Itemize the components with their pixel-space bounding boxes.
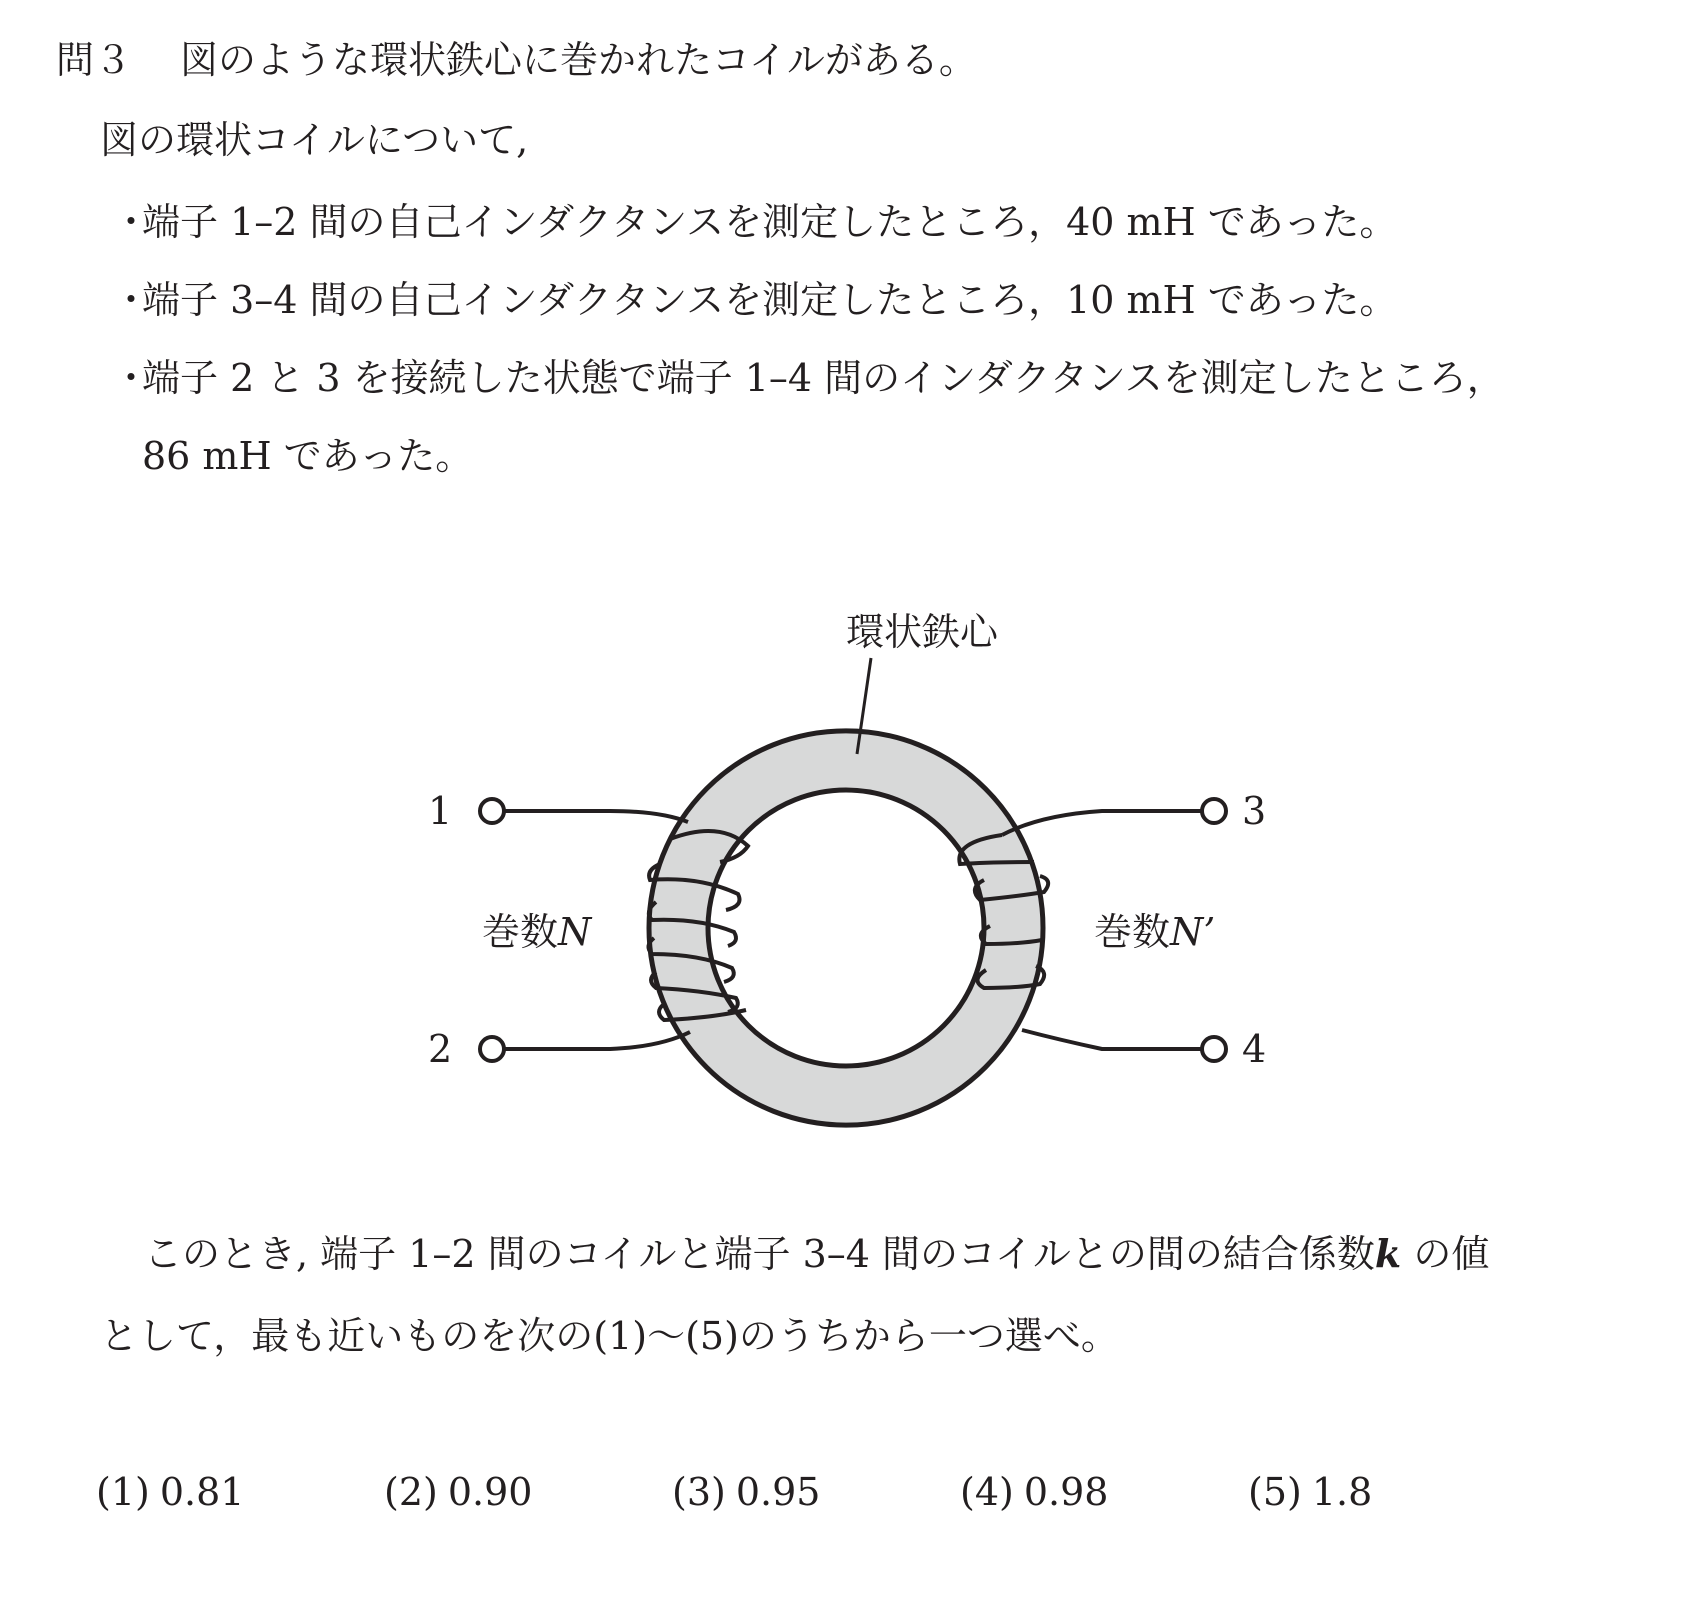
turns-left-prefix: 巻数 [482,910,559,954]
choice-value: 1.8 [1311,1470,1373,1514]
choice-number: (3) [672,1470,726,1514]
bullet-continuation: 86 mH であった。 [142,434,474,478]
choice-2[interactable] [384,1470,532,1514]
terminal-1-label: 1 [428,789,453,833]
lead-wire-3 [1002,811,1202,835]
bullet-mark: ・ [112,200,151,244]
question-intro: 図の環状コイルについて, [100,118,529,162]
prompt-text-b: の値 [1401,1232,1490,1276]
turns-right-label [1094,910,1215,954]
turns-right-prefix: 巻数 [1094,910,1171,954]
bullet-text: 端子 3–4 間の自己インダクタンスを測定したところ，10 mH であった。 [142,278,1398,322]
choice-value: 0.81 [159,1470,245,1514]
terminal-2-label: 2 [428,1027,453,1071]
prompt-line-1 [144,1232,1489,1276]
core-label: 環状鉄心 [846,610,999,654]
lead-wire-2 [504,1032,690,1049]
choice-4[interactable] [960,1470,1108,1514]
choice-value: 0.90 [447,1470,533,1514]
lead-wire-1 [504,811,688,822]
terminal-3-label: 3 [1242,789,1267,833]
question-number: 問３ [56,38,133,82]
choice-number: (5) [1248,1470,1302,1514]
turns-left-var: N [558,910,592,954]
choice-number: (1) [96,1470,150,1514]
bullet-text: 端子 1–2 間の自己インダクタンスを測定したところ，40 mH であった。 [142,200,1398,244]
bullet-text: 端子 2 と 3 を接続した状態で端子 1–4 間のインダクタンスを測定したところ， [142,356,1505,400]
terminal-3-circle [1202,799,1226,823]
terminal-4-circle [1202,1037,1226,1061]
turns-left-label [482,910,593,954]
prompt-text-a: このとき, 端子 1–2 間のコイルと端子 3–4 間のコイルとの間の結合係数 [144,1232,1375,1276]
lead-wire-4 [1022,1030,1202,1049]
turns-right-var: N’ [1170,910,1216,954]
choice-number: (2) [384,1470,438,1514]
choice-3[interactable] [672,1470,820,1514]
question-stem: 図のような環状鉄心に巻かれたコイルがある。 [180,38,977,82]
choice-5[interactable] [1248,1470,1372,1514]
bullet-mark: ・ [112,356,151,400]
terminal-2-circle [480,1037,504,1061]
prompt-k-variable: k [1374,1231,1402,1276]
choice-number: (4) [960,1470,1014,1514]
choice-1[interactable] [96,1470,244,1514]
prompt-line-2: として，最も近いものを次の(1)～(5)のうちから一つ選べ。 [100,1314,1119,1358]
bullet-mark: ・ [112,278,151,322]
terminal-1-circle [480,799,504,823]
choice-value: 0.95 [735,1470,821,1514]
terminal-4-label: 4 [1242,1027,1267,1071]
choice-value: 0.98 [1023,1470,1109,1514]
